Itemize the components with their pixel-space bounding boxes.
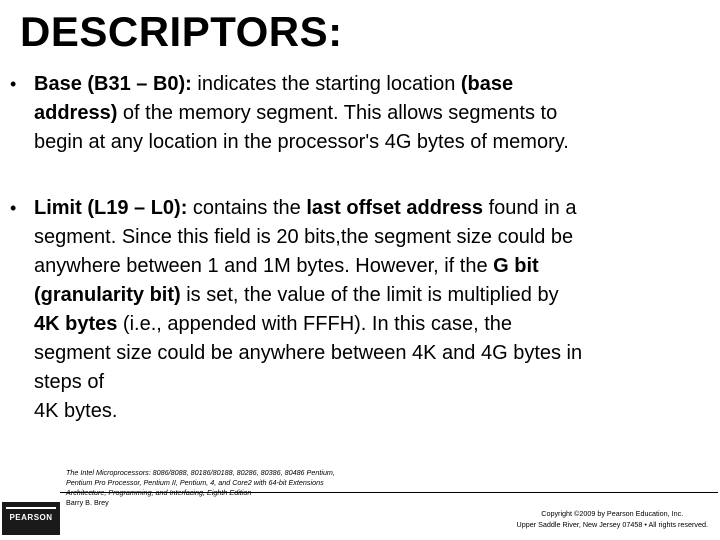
- bold-text-run: 4K bytes: [34, 313, 118, 335]
- bullet-dot: •: [10, 74, 17, 94]
- copyright-line: Copyright ©2009 by Pearson Education, Inc.: [541, 509, 684, 518]
- text-line: [34, 368, 704, 397]
- text-run: indicates the starting location: [191, 73, 461, 95]
- bold-text-run: Base (B31 – B0):: [34, 73, 192, 95]
- text-line: [34, 223, 704, 252]
- text-line: [34, 99, 704, 128]
- book-title-line: Architecture, Programming, and Interfacing, Eighth Edition: [66, 488, 252, 497]
- text-run: found in a: [483, 197, 577, 219]
- bullet-text-limit: [34, 194, 704, 426]
- text-line: [34, 310, 704, 339]
- text-run: anywhere between 1 and 1M bytes. However, if the: [34, 255, 494, 277]
- text-line: [34, 252, 704, 281]
- logo-stripe: [6, 507, 56, 509]
- copyright-notice: [517, 508, 708, 530]
- slide-footer: [0, 462, 720, 540]
- slide-title: DESCRIPTORS:: [20, 8, 343, 55]
- text-line: [34, 339, 704, 368]
- bold-text-run: address): [34, 102, 118, 124]
- text-line: [34, 194, 704, 223]
- text-line: [34, 281, 704, 310]
- text-run: 4K bytes.: [34, 400, 118, 422]
- text-line: [34, 70, 704, 99]
- bold-text-run: Limit (L19 – L0):: [34, 197, 188, 219]
- book-title-line: Pentium Pro Processor, Pentium II, Pentium, 4, and Core2 with 64-bit Extensions: [66, 478, 324, 487]
- bullet-text-base: [34, 70, 704, 157]
- copyright-line: Upper Saddle River, New Jersey 07458 • All rights reserved.: [516, 520, 708, 529]
- text-run: segment size could be anywhere between 4K and 4G bytes in: [34, 342, 583, 364]
- bold-text-run: G bit: [493, 255, 539, 277]
- text-run: segment. Since this field is 20 bits,the segment size could be: [34, 226, 574, 248]
- book-title-line: The Intel Microprocessors: 8086/8088, 80186/80188, 80286, 80386, 80486 Pentium,: [66, 468, 335, 477]
- pearson-logo: [2, 502, 60, 535]
- logo-label: PEARSON: [9, 513, 53, 522]
- text-run: begin at any location in the processor's 4G bytes of memory.: [34, 131, 569, 153]
- text-run: (i.e., appended with FFFH). In this case, the: [117, 313, 512, 335]
- text-run: contains the: [187, 197, 307, 219]
- book-author: Barry B. Brey: [66, 498, 109, 507]
- bold-text-run: last offset address: [306, 197, 484, 219]
- bullet-dot: •: [10, 198, 17, 218]
- text-run: of the memory segment. This allows segments to: [117, 102, 558, 124]
- text-line: [34, 128, 704, 157]
- text-run: is set, the value of the limit is multiplied by: [180, 284, 559, 306]
- book-citation: [66, 468, 396, 508]
- bold-text-run: (base: [460, 73, 514, 95]
- text-run: steps of: [34, 371, 105, 393]
- text-line: [34, 397, 704, 426]
- bold-text-run: (granularity bit): [34, 284, 181, 306]
